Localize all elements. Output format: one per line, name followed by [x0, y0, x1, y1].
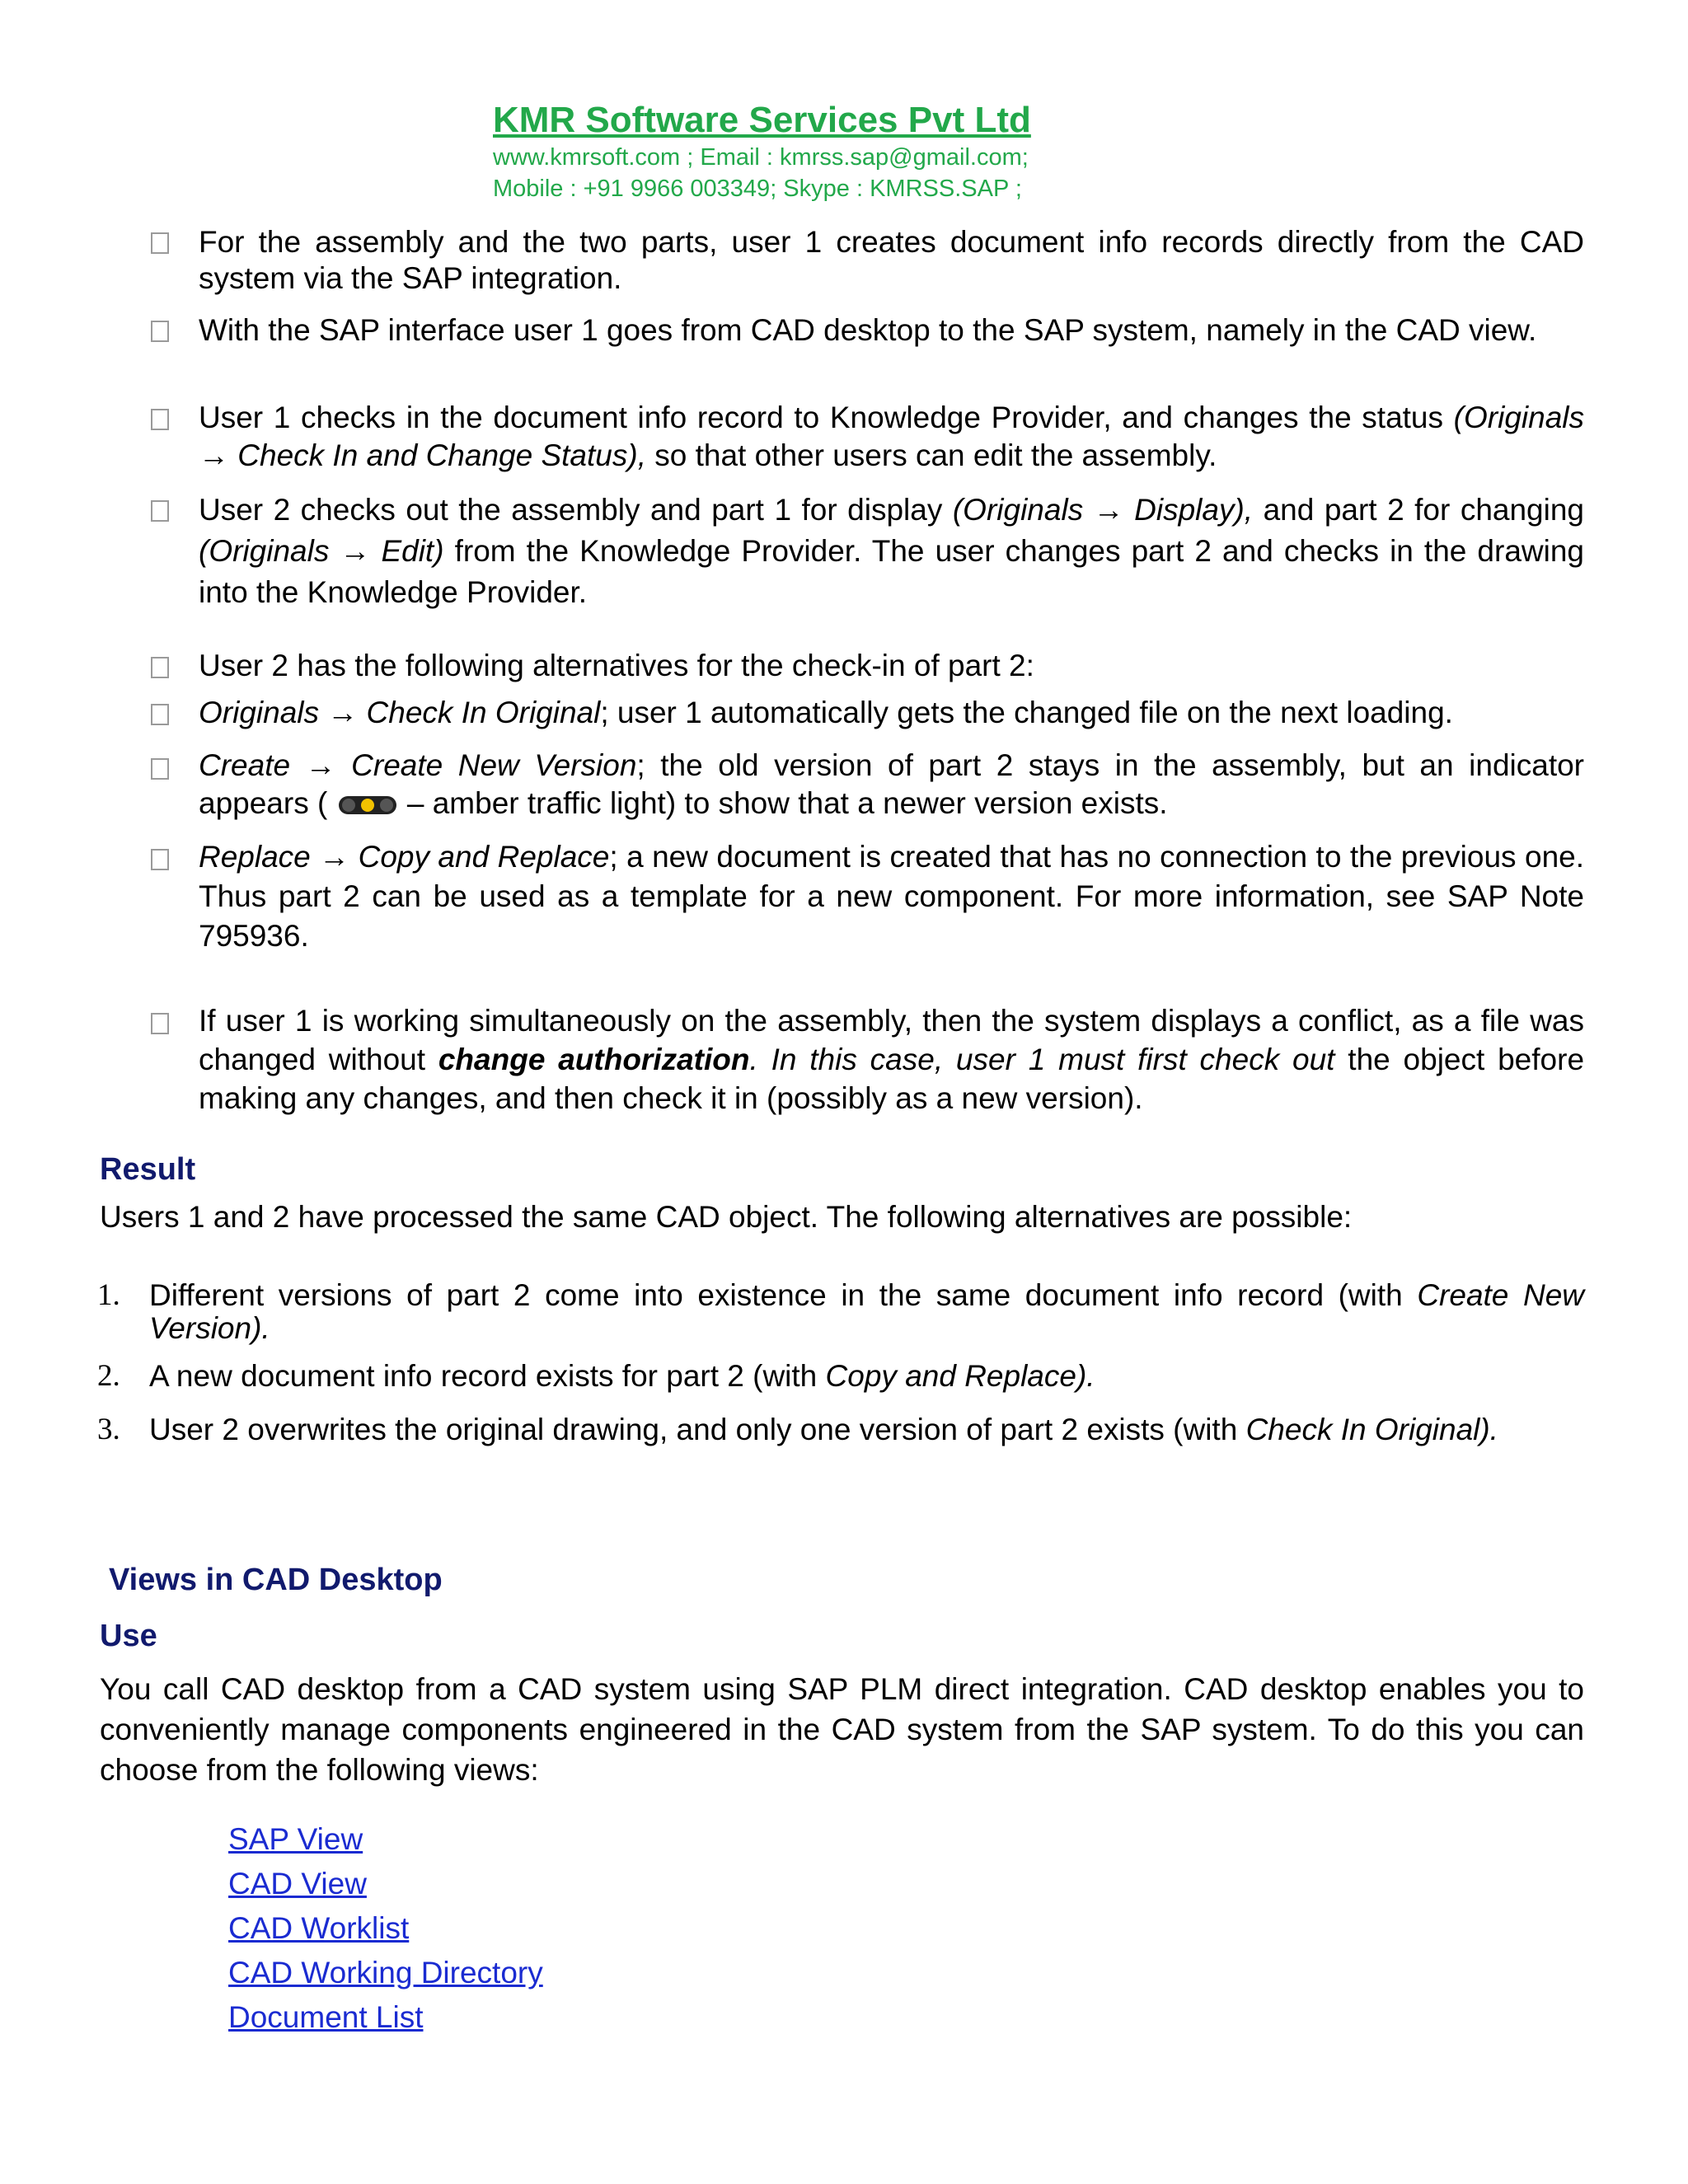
result-item-2: A new document info record exists for part 2 (with Copy and Replace).	[149, 1359, 1095, 1393]
result-heading: Result	[100, 1152, 196, 1187]
link-cad-view[interactable]: CAD View	[228, 1867, 367, 1900]
bullet-text-1: For the assembly and the two parts, user 1 creates document info records directly from the CAD system via the SAP integration.	[199, 225, 1584, 295]
bullet-marker	[151, 1013, 169, 1034]
link-cad-working-directory[interactable]: CAD Working Directory	[228, 1956, 543, 1990]
bullet-marker	[151, 321, 169, 342]
bullet-marker	[151, 704, 169, 725]
company-name: KMR Software Services Pvt Ltd	[493, 100, 1031, 140]
bullet-marker	[151, 657, 169, 678]
list-number: 2.	[97, 1359, 120, 1393]
views-heading: Views in CAD Desktop	[109, 1563, 443, 1597]
bullet-text-5: User 2 has the following alternatives for the check-in of part 2:	[199, 649, 1034, 682]
list-number: 3.	[97, 1413, 120, 1446]
bullet-text-7: Create → Create New Version; the old version of part 2 stays in the assembly, but an indicator appears ( – amber traffic light) to show that a newer version exists.	[199, 748, 1584, 820]
bullet-text-6: Originals → Check In Original; user 1 automatically gets the changed file on the next loading.	[199, 696, 1453, 729]
bullet-marker	[151, 758, 169, 780]
link-sap-view[interactable]: SAP View	[228, 1822, 363, 1856]
bullet-marker	[151, 409, 169, 430]
bullet-marker	[151, 849, 169, 870]
letterhead	[493, 99, 1031, 204]
contact-line-web-email: www.kmrsoft.com ; Email : kmrss.sap@gmail.com;	[493, 144, 1029, 171]
bullet-text-2: With the SAP interface user 1 goes from CAD desktop to the SAP system, namely in the CAD view.	[199, 313, 1537, 347]
bullet-marker	[151, 232, 169, 254]
result-intro: Users 1 and 2 have processed the same CAD object. The following alternatives are possible:	[100, 1200, 1353, 1234]
bullet-text-9: If user 1 is working simultaneously on the assembly, then the system displays a conflict, as a file was changed without change authorization. In this case, user 1 must first check out the object before making any changes, and then check it in (possibly as a new version).	[199, 1004, 1585, 1115]
result-item-3: User 2 overwrites the original drawing, and only one version of part 2 exists (with Check In Original).	[149, 1413, 1498, 1446]
bullet-marker	[151, 500, 169, 522]
result-item-1: Different versions of part 2 come into existence in the same document info record (with Create New Version).	[149, 1278, 1584, 1345]
views-body: You call CAD desktop from a CAD system using SAP PLM direct integration. CAD desktop enables you to conveniently manage components engineered in the CAD system from the SAP system. To do this you can choose from the following views:	[100, 1672, 1584, 1787]
list-number: 1.	[97, 1278, 120, 1312]
link-cad-worklist[interactable]: CAD Worklist	[228, 1911, 410, 1945]
use-heading: Use	[100, 1619, 157, 1653]
bullet-text-8: Replace → Copy and Replace; a new document is created that has no connection to the previous one. Thus part 2 can be used as a template for a new component. For more information, see SAP Note 795936.	[199, 840, 1585, 953]
contact-line-phone-skype: Mobile : +91 9966 003349; Skype : KMRSS.SAP ;	[493, 176, 1022, 202]
bullet-text-4: User 2 checks out the assembly and part 1 for display (Originals → Display), and part 2 for changing (Originals → Edit) from the Knowledge Provider. The user changes part 2 and checks in the drawing into the Knowledge Provider.	[199, 493, 1585, 609]
amber-traffic-light-icon	[338, 794, 397, 816]
bullet-text-3: User 1 checks in the document info record to Knowledge Provider, and changes the status (Originals → Check In and Change Status), so that other users can edit the assembly.	[199, 401, 1584, 472]
link-document-list[interactable]: Document List	[228, 2000, 424, 2034]
